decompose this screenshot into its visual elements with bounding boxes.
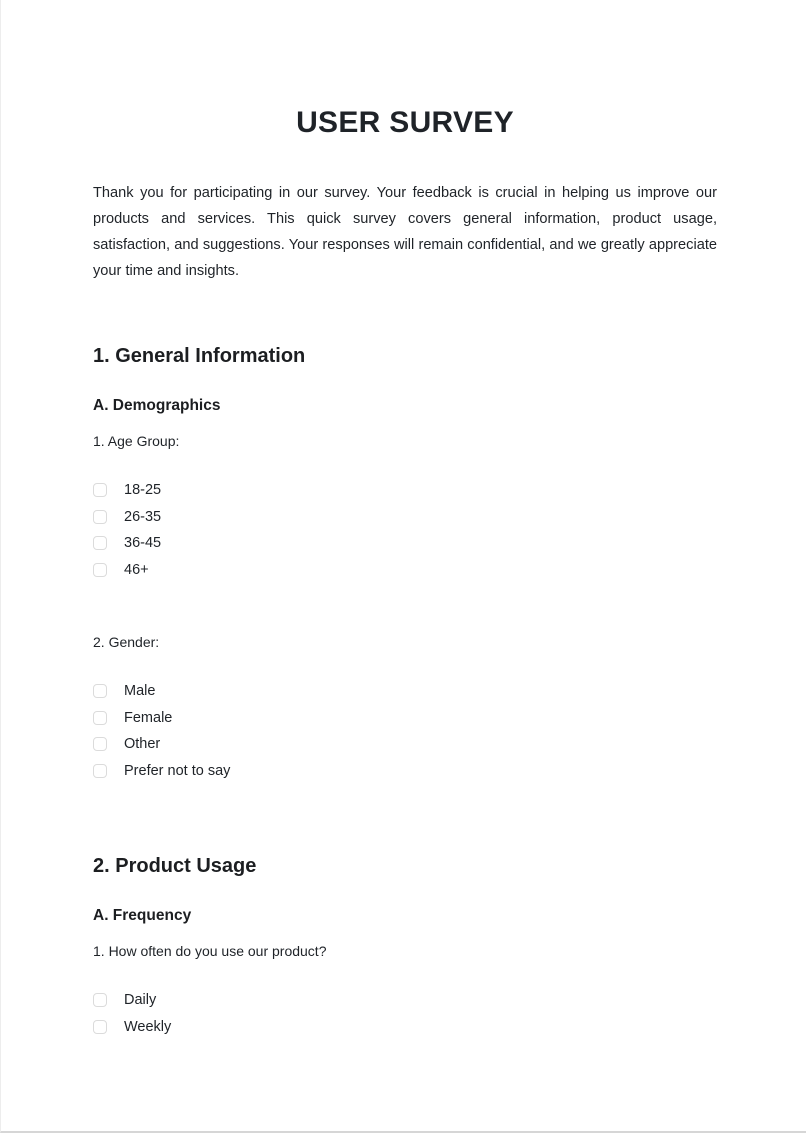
option-label: Weekly	[124, 1018, 172, 1035]
option-row	[93, 678, 717, 705]
option-label: 18-25	[124, 482, 162, 499]
option-row	[93, 557, 717, 584]
checkbox-age-46-plus[interactable]	[93, 563, 107, 577]
question-label-age-group: 1. Age Group:	[93, 433, 180, 449]
checkbox-age-18-25[interactable]	[93, 483, 107, 497]
age-group-options	[93, 477, 717, 583]
gender-options	[93, 678, 717, 784]
option-row	[93, 987, 717, 1014]
question-label-frequency: 1. How often do you use our product?	[93, 943, 327, 959]
option-label: 46+	[124, 561, 149, 578]
option-row	[93, 530, 717, 557]
option-row	[93, 705, 717, 732]
frequency-options	[93, 987, 717, 1040]
question-label-gender: 2. Gender:	[93, 634, 160, 650]
checkbox-frequency-daily[interactable]	[93, 993, 107, 1007]
section-heading-product-usage: 2. Product Usage	[93, 855, 257, 877]
checkbox-gender-prefer-not-to-say[interactable]	[93, 764, 107, 778]
checkbox-gender-other[interactable]	[93, 737, 107, 751]
option-label: 26-35	[124, 508, 162, 525]
intro-paragraph: Thank you for participating in our survey. Your feedback is crucial in helping us improve our products and services. This quick survey covers general information, product usage, satisfaction, and suggestions. Your responses will remain confidential, and we greatly appreciate your time and insights.	[93, 185, 717, 279]
option-label: Prefer not to say	[124, 762, 231, 779]
page-title: USER SURVEY	[296, 106, 514, 139]
option-label: Male	[124, 683, 156, 700]
option-row	[93, 731, 717, 758]
checkbox-age-26-35[interactable]	[93, 510, 107, 524]
option-label: Female	[124, 709, 173, 726]
section-product-usage	[93, 853, 717, 1040]
subsection-heading-frequency: A. Frequency	[93, 907, 192, 924]
option-row	[93, 504, 717, 531]
section-general-information	[93, 343, 717, 784]
option-row	[93, 758, 717, 785]
checkbox-gender-male[interactable]	[93, 684, 107, 698]
option-label: Daily	[124, 992, 157, 1009]
subsection-heading-demographics: A. Demographics	[93, 397, 221, 414]
checkbox-frequency-weekly[interactable]	[93, 1020, 107, 1034]
option-label: 36-45	[124, 535, 162, 552]
option-row	[93, 477, 717, 504]
checkbox-age-36-45[interactable]	[93, 536, 107, 550]
section-heading-general-information: 1. General Information	[93, 345, 306, 367]
checkbox-gender-female[interactable]	[93, 711, 107, 725]
option-label: Other	[124, 736, 161, 753]
option-row	[93, 1014, 717, 1041]
